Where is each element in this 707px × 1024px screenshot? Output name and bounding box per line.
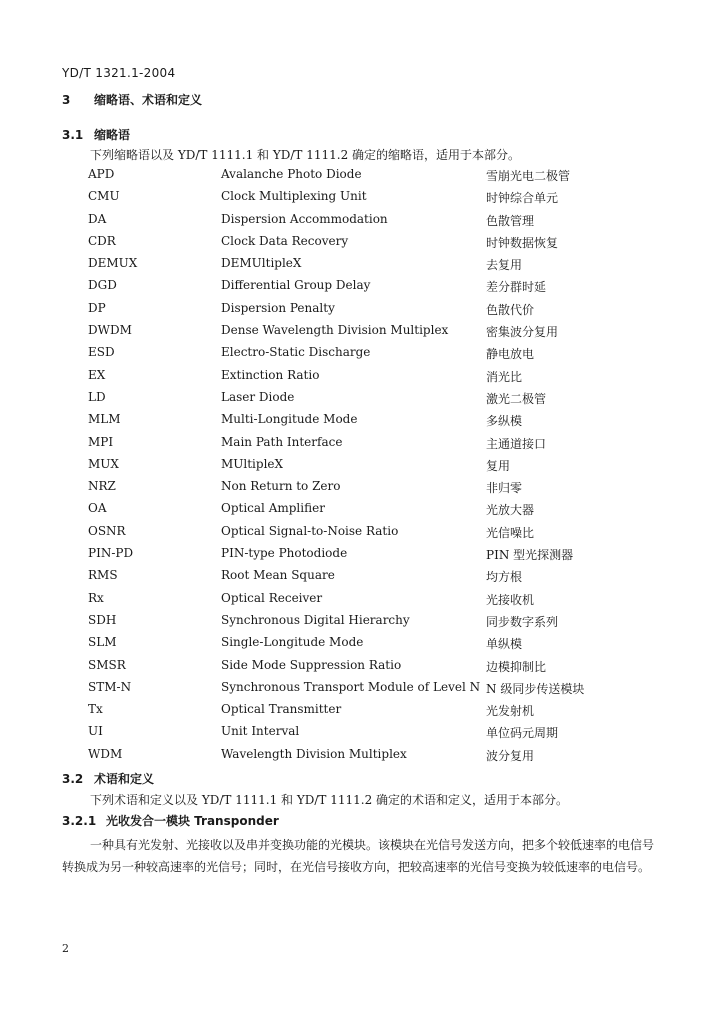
- table-row: [0, 473, 707, 495]
- table-row: [0, 228, 707, 250]
- chinese-name-cell: 消光比: [486, 369, 523, 384]
- table-row: [0, 495, 707, 517]
- chinese-name-cell: PIN 型光探测器: [486, 548, 574, 563]
- full-name-cell: Synchronous Digital Hierarchy: [221, 612, 410, 627]
- section-title: 光收发合一模块 Transponder: [106, 814, 279, 828]
- chinese-name-cell: N 级同步传送模块: [486, 681, 585, 696]
- full-name-cell: Optical Transmitter: [221, 702, 342, 717]
- document-code: YD/T 1321.1-2004: [62, 66, 176, 80]
- table-row: [0, 674, 707, 696]
- full-name-cell: Optical Amplifier: [221, 501, 325, 516]
- abbr-cell: SMSR: [88, 657, 126, 672]
- page-number: 2: [62, 942, 69, 955]
- abbr-cell: EX: [88, 367, 106, 382]
- table-row: [0, 562, 707, 584]
- full-name-cell: Synchronous Transport Module of Level N: [221, 679, 481, 694]
- table-row: [0, 183, 707, 205]
- table-row: [0, 384, 707, 406]
- chinese-name-cell: 复用: [486, 458, 511, 473]
- chinese-name-cell: 多纵模: [486, 414, 523, 429]
- chinese-name-cell: 光发射机: [486, 704, 535, 719]
- full-name-cell: MUltipleX: [221, 456, 284, 471]
- full-name-cell: Laser Diode: [221, 389, 295, 404]
- table-row: [0, 339, 707, 361]
- section-number: 3: [62, 93, 71, 107]
- full-name-cell: Multi-Longitude Mode: [221, 412, 358, 427]
- abbr-cell: Rx: [88, 590, 104, 605]
- chinese-name-cell: 均方根: [486, 570, 523, 585]
- abbr-cell: STM-N: [88, 679, 132, 694]
- abbr-cell: DWDM: [88, 323, 132, 338]
- chinese-name-cell: 同步数字系列: [486, 614, 559, 629]
- full-name-cell: Dense Wavelength Division Multiplex: [221, 323, 449, 338]
- chinese-name-cell: 激光二极管: [486, 391, 547, 406]
- abbr-cell: OA: [88, 501, 107, 516]
- full-name-cell: Non Return to Zero: [221, 479, 341, 494]
- definition-paragraph: 一种具有光发射、光接收以及串并变换功能的光模块。该模块在光信号发送方向，把多个较低速率的电信号转换成为另一种较高速率的光信号；同时，在光信号接收方向，把较高速率的光信号变换为较低速率的电信号。: [62, 838, 655, 874]
- full-name-cell: Optical Signal-to-Noise Ratio: [221, 523, 399, 538]
- section-3-1-intro: 下列缩略语以及 YD/T 1111.1 和 YD/T 1111.2 确定的缩略语，适用于本部分。: [90, 148, 521, 162]
- chinese-name-cell: 波分复用: [486, 748, 535, 763]
- table-row: [0, 272, 707, 294]
- full-name-cell: DEMUltipleX: [221, 256, 302, 271]
- chinese-name-cell: 时钟数据恢复: [486, 235, 559, 250]
- abbr-cell: Tx: [88, 702, 103, 717]
- abbr-cell: DGD: [88, 278, 117, 293]
- abbr-cell: MPI: [88, 434, 114, 449]
- chinese-name-cell: 差分群时延: [486, 280, 547, 295]
- chinese-name-cell: 雪崩光电二极管: [486, 169, 571, 183]
- table-row: [0, 295, 707, 317]
- chinese-name-cell: 密集波分复用: [486, 325, 559, 340]
- chinese-name-cell: 边模抑制比: [486, 659, 547, 674]
- full-name-cell: Main Path Interface: [221, 434, 343, 449]
- chinese-name-cell: 光信噪比: [486, 525, 535, 540]
- chinese-name-cell: 单位码元周期: [486, 726, 559, 741]
- full-name-cell: Extinction Ratio: [221, 367, 320, 382]
- section-3-heading: [62, 91, 202, 108]
- table-row: [0, 362, 707, 384]
- table-row: [0, 161, 707, 183]
- section-title: 缩略语、术语和定义: [94, 93, 203, 107]
- chinese-name-cell: 光接收机: [486, 592, 535, 607]
- table-row: [0, 741, 707, 763]
- full-name-cell: Side Mode Suppression Ratio: [221, 657, 402, 672]
- table-row: [0, 317, 707, 339]
- abbr-cell: MUX: [88, 456, 119, 471]
- full-name-cell: Differential Group Delay: [221, 278, 371, 293]
- section-3-2-intro: 下列术语和定义以及 YD/T 1111.1 和 YD/T 1111.2 确定的术语和定义，适用于本部分。: [90, 793, 569, 807]
- abbr-cell: WDM: [88, 746, 123, 761]
- table-row: [0, 718, 707, 740]
- section-3-2-heading: [62, 770, 154, 787]
- table-row: [0, 429, 707, 451]
- table-row: [0, 451, 707, 473]
- abbr-cell: DP: [88, 300, 106, 315]
- full-name-cell: Wavelength Division Multiplex: [221, 746, 407, 761]
- table-row: [0, 206, 707, 228]
- table-row: [0, 250, 707, 272]
- section-3-2-1-heading: [62, 812, 279, 829]
- section-title: 术语和定义: [94, 772, 155, 786]
- full-name-cell: Root Mean Square: [221, 568, 335, 583]
- abbr-cell: NRZ: [88, 479, 116, 494]
- section-number: 3.2: [62, 772, 84, 786]
- abbr-cell: SLM: [88, 635, 117, 650]
- chinese-name-cell: 去复用: [486, 258, 523, 273]
- abbr-cell: PIN-PD: [88, 546, 134, 561]
- abbr-cell: UI: [88, 724, 103, 739]
- table-row: [0, 696, 707, 718]
- abbr-cell: DEMUX: [88, 256, 138, 271]
- full-name-cell: Optical Receiver: [221, 590, 323, 605]
- table-row: [0, 652, 707, 674]
- table-row: [0, 406, 707, 428]
- section-title: 缩略语: [94, 128, 131, 142]
- full-name-cell: Dispersion Accommodation: [221, 211, 388, 226]
- table-row: [0, 629, 707, 651]
- full-name-cell: Electro-Static Discharge: [221, 345, 371, 360]
- chinese-name-cell: 时钟综合单元: [486, 191, 559, 206]
- abbr-cell: LD: [88, 389, 106, 404]
- chinese-name-cell: 色散管理: [486, 213, 535, 228]
- full-name-cell: Clock Multiplexing Unit: [221, 189, 367, 204]
- full-name-cell: Dispersion Penalty: [221, 300, 335, 315]
- abbr-cell: ESD: [88, 345, 115, 360]
- abbr-cell: SDH: [88, 612, 117, 627]
- abbr-cell: DA: [88, 211, 107, 226]
- full-name-cell: Clock Data Recovery: [221, 233, 349, 248]
- section-number: 3.1: [62, 128, 84, 142]
- abbr-cell: APD: [88, 167, 115, 181]
- full-name-cell: Avalanche Photo Diode: [221, 167, 362, 181]
- abbreviation-table: [0, 161, 707, 763]
- section-3-1-heading: [62, 126, 130, 143]
- abbr-cell: RMS: [88, 568, 118, 583]
- full-name-cell: Single-Longitude Mode: [221, 635, 364, 650]
- table-row: [0, 540, 707, 562]
- abbr-cell: CMU: [88, 189, 120, 204]
- chinese-name-cell: 静电放电: [486, 347, 535, 362]
- table-row: [0, 585, 707, 607]
- abbr-cell: OSNR: [88, 523, 126, 538]
- table-row: [0, 518, 707, 540]
- chinese-name-cell: 非归零: [486, 481, 523, 496]
- full-name-cell: PIN-type Photodiode: [221, 546, 348, 561]
- chinese-name-cell: 光放大器: [486, 503, 535, 518]
- chinese-name-cell: 色散代价: [486, 302, 535, 317]
- chinese-name-cell: 主通道接口: [486, 436, 547, 451]
- abbr-cell: CDR: [88, 233, 116, 248]
- section-number: 3.2.1: [62, 814, 97, 828]
- chinese-name-cell: 单纵模: [486, 637, 523, 652]
- table-row: [0, 607, 707, 629]
- full-name-cell: Unit Interval: [221, 724, 300, 739]
- abbr-cell: MLM: [88, 412, 121, 427]
